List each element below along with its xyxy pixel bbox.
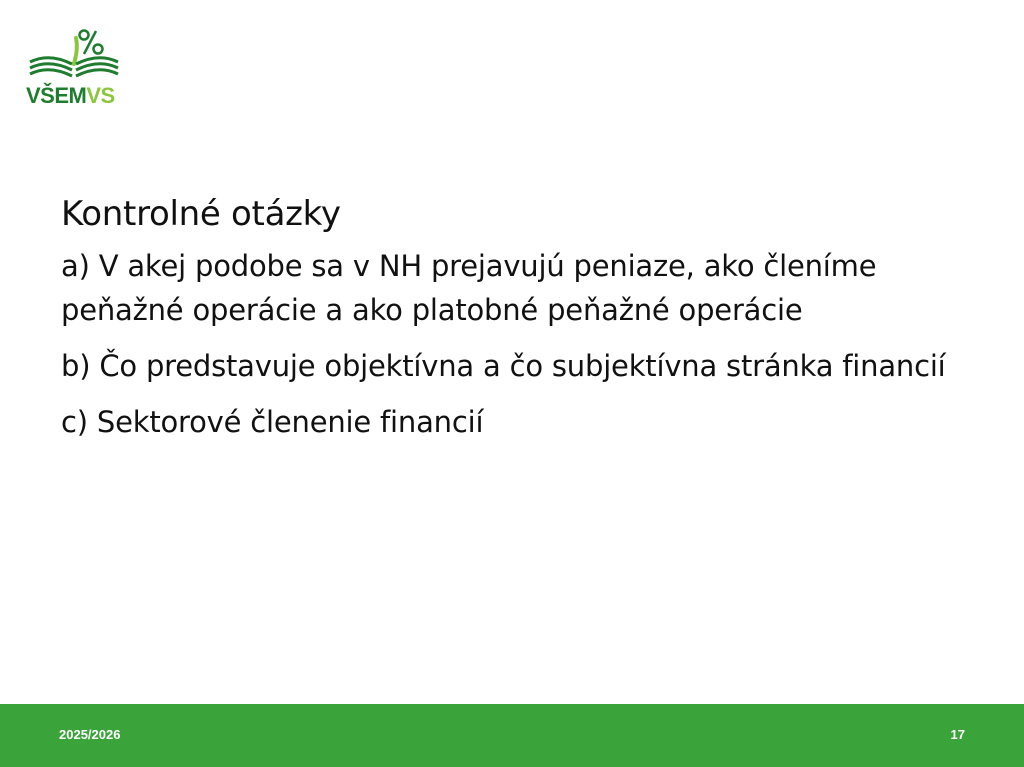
logo-text-dark: VŠEM [26, 83, 87, 108]
footer-year: 2025/2026 [59, 727, 121, 742]
footer-bar [0, 704, 1024, 767]
question-c: c) Sektorové členenie financií [61, 405, 484, 439]
question-b: b) Čo predstavuje objektívna a čo subjektívna stránka financií [61, 349, 946, 383]
slide-heading: Kontrolné otázky [61, 194, 341, 234]
book-percent-logo-icon [26, 26, 122, 82]
question-a: a) V akej podobe sa v NH prejavujú peniaze, ako členíme peňažné operácie a ako platobné peňažné operácie [61, 249, 877, 327]
logo-text-light: VS [86, 83, 115, 108]
slide-content [61, 188, 961, 456]
vsem-logo [26, 26, 122, 106]
logo-text [26, 84, 115, 108]
page-number: 17 [950, 727, 965, 742]
